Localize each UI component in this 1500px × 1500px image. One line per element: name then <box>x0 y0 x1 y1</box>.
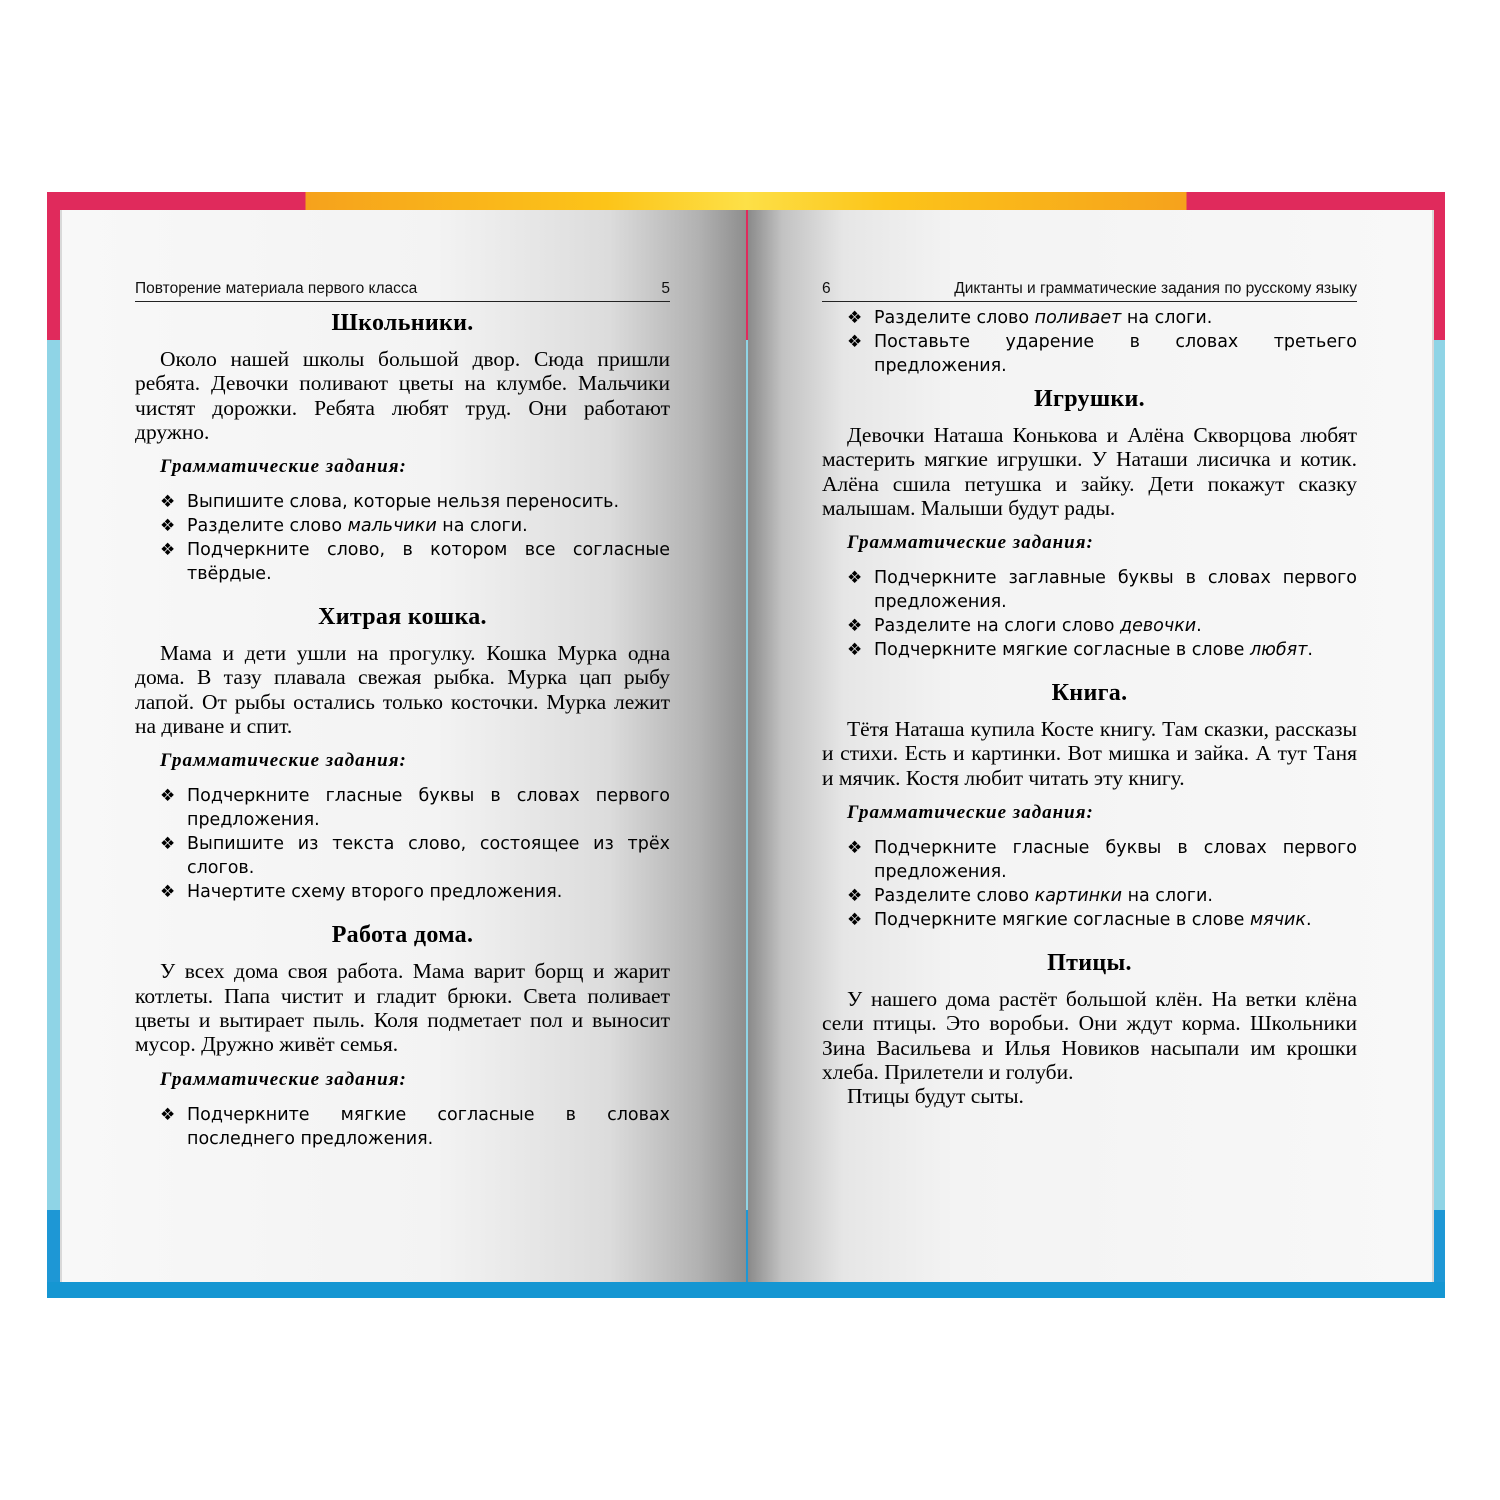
bullet-icon: ❖ <box>160 516 176 537</box>
right-page-content <box>822 276 1357 1109</box>
right-running-head <box>822 276 1357 302</box>
task-item <box>135 832 670 880</box>
task-keyword: мальчики <box>347 516 437 537</box>
dictation-paragraph: Тётя Наташа купила Косте книгу. Там сказки, рассказы и стихи. Есть и картинки. Вот мишка и зайка. А тут Таня и мячик. Костя любит читать эту книгу. <box>822 717 1357 790</box>
bullet-icon: ❖ <box>160 1104 176 1125</box>
task-item <box>822 330 1357 378</box>
grammar-tasks-heading: Грамматические задания: <box>160 750 407 772</box>
left-page-number: 5 <box>661 280 670 297</box>
task-keyword: мячик <box>1249 910 1306 931</box>
task-text: Выпишите слова, которые нельзя переносить. <box>187 492 620 513</box>
bullet-icon: ❖ <box>847 616 863 637</box>
task-text: Подчеркните мягкие согласные в словах последнего предложения. <box>187 1104 670 1149</box>
task-text: Поставьте ударение в словах третьего предложения. <box>874 332 1357 376</box>
task-item <box>822 638 1357 662</box>
section-title: Хитрая кошка. <box>318 604 487 631</box>
left-sections <box>135 310 670 1151</box>
bullet-icon: ❖ <box>847 910 863 931</box>
task-text: Подчеркните мягкие согласные в слове <box>874 640 1250 661</box>
task-item <box>822 908 1357 932</box>
exercise-section <box>135 310 670 586</box>
task-item <box>822 306 1357 330</box>
task-list <box>135 784 670 904</box>
task-item <box>822 566 1357 614</box>
bullet-icon: ❖ <box>160 882 176 903</box>
task-text: Подчеркните гласные буквы в словах первого предложения. <box>187 786 670 831</box>
bullet-icon: ❖ <box>847 308 863 328</box>
task-text: Разделите на слоги слово <box>874 616 1120 637</box>
bullet-icon: ❖ <box>160 834 176 855</box>
exercise-section <box>822 386 1357 662</box>
task-text: Начертите схему второго предложения. <box>187 882 563 903</box>
task-text: Подчеркните слово, в котором все согласные твёрдые. <box>187 540 670 585</box>
task-item <box>822 614 1357 638</box>
section-title: Работа дома. <box>331 922 474 949</box>
task-item <box>135 880 670 904</box>
task-text-end: на слоги. <box>1122 886 1213 907</box>
dictation-paragraph: Около нашей школы большой двор. Сюда пришли ребята. Девочки поливают цветы на клумбе. Мальчики чистят дорожки. Ребята любят труд. Они работают дружно. <box>135 347 670 444</box>
dictation-paragraph: Птицы будут сыты. <box>847 1084 1024 1109</box>
right-sections <box>822 386 1357 1109</box>
grammar-tasks-heading: Грамматические задания: <box>847 802 1094 824</box>
bullet-icon: ❖ <box>847 640 863 661</box>
task-keyword: девочки <box>1120 616 1197 637</box>
dictation-paragraph: У нашего дома растёт большой клён. На ветки клёна сели птицы. Это воробьи. Они ждут корма. Школьники Зина Васильева и Илья Новиков насыпали им крошки хлеба. Прилетели и голуби. <box>822 987 1357 1084</box>
section-title: Игрушки. <box>1034 386 1145 412</box>
task-text-end: на слоги. <box>436 516 528 537</box>
dictation-paragraph: У всех дома своя работа. Мама варит борщ и жарит котлеты. Папа чистит и гладит брюки. Света поливает цветы и вытирает пыль. Коля подметает пол и выносит мусор. Дружно живёт семья. <box>135 959 670 1057</box>
grammar-tasks-heading: Грамматические задания: <box>160 456 407 478</box>
task-text-end: . <box>1307 640 1313 661</box>
grammar-tasks-heading: Грамматические задания: <box>847 532 1094 554</box>
task-item <box>822 884 1357 908</box>
task-text-end: . <box>1305 910 1312 931</box>
exercise-section <box>135 922 670 1150</box>
dictation-paragraph: Мама и дети ушли на прогулку. Кошка Мурка одна дома. В тазу плавала свежая рыбка. Мурка цап рыбу лапой. От рыбы остались только косточки. Мурка лежит на диване и спит. <box>135 641 670 739</box>
task-item <box>135 784 670 832</box>
bullet-icon: ❖ <box>160 540 176 561</box>
left-running-head-title: Повторение материала первого класса <box>135 280 418 297</box>
task-text: Подчеркните мягкие согласные в слове <box>874 910 1250 931</box>
task-text-end: на слоги. <box>1121 308 1213 328</box>
task-keyword: картинки <box>1034 886 1122 907</box>
continued-task-list <box>822 306 1357 378</box>
task-list <box>822 566 1357 662</box>
right-running-head-title: Диктанты и грамматические задания по русскому языку <box>954 280 1357 297</box>
left-page-content <box>135 276 670 1151</box>
task-list <box>135 1103 670 1151</box>
task-text: Подчеркните гласные буквы в словах первого предложения. <box>874 838 1357 883</box>
exercise-section <box>135 604 670 904</box>
section-title: Книга. <box>1051 680 1128 707</box>
bullet-icon: ❖ <box>847 838 863 859</box>
exercise-section <box>822 680 1357 932</box>
task-text: Разделите слово <box>874 308 1035 328</box>
task-keyword: поливает <box>1034 308 1122 328</box>
task-item <box>135 490 670 514</box>
left-running-head <box>135 276 670 302</box>
bullet-icon: ❖ <box>847 886 863 907</box>
section-title: Птицы. <box>1047 950 1132 977</box>
right-page <box>748 210 1432 1282</box>
task-text: Подчеркните заглавные буквы в словах первого предложения. <box>874 568 1357 613</box>
task-item <box>822 836 1357 884</box>
task-text: Разделите слово <box>874 886 1035 907</box>
cover-bottom-stripe <box>47 1282 1445 1298</box>
task-list <box>135 490 670 586</box>
right-page-number: 6 <box>822 280 831 297</box>
bullet-icon: ❖ <box>847 332 863 352</box>
cover-top-stripe <box>47 192 1445 210</box>
task-item <box>135 1103 670 1151</box>
section-title: Школьники. <box>331 310 474 336</box>
task-list <box>822 836 1357 932</box>
bullet-icon: ❖ <box>160 786 176 807</box>
bullet-icon: ❖ <box>160 492 176 513</box>
task-text: Выпишите из текста слово, состоящее из трёх слогов. <box>187 834 670 879</box>
grammar-tasks-heading: Грамматические задания: <box>160 1068 407 1090</box>
bullet-icon: ❖ <box>847 568 863 589</box>
exercise-section <box>822 950 1357 1108</box>
dictation-paragraph: Девочки Наташа Конькова и Алёна Скворцова любят мастерить мягкие игрушки. У Наташи лисичка и котик. Алёна сшила петушка и зайку. Дети покажут сказку малышам. Малыши будут рады. <box>822 423 1357 520</box>
task-text-end: . <box>1196 616 1202 637</box>
task-keyword: любят <box>1249 640 1308 661</box>
left-page <box>62 210 746 1282</box>
task-text: Разделите слово <box>187 516 348 537</box>
task-item <box>135 514 670 538</box>
task-item <box>135 538 670 586</box>
